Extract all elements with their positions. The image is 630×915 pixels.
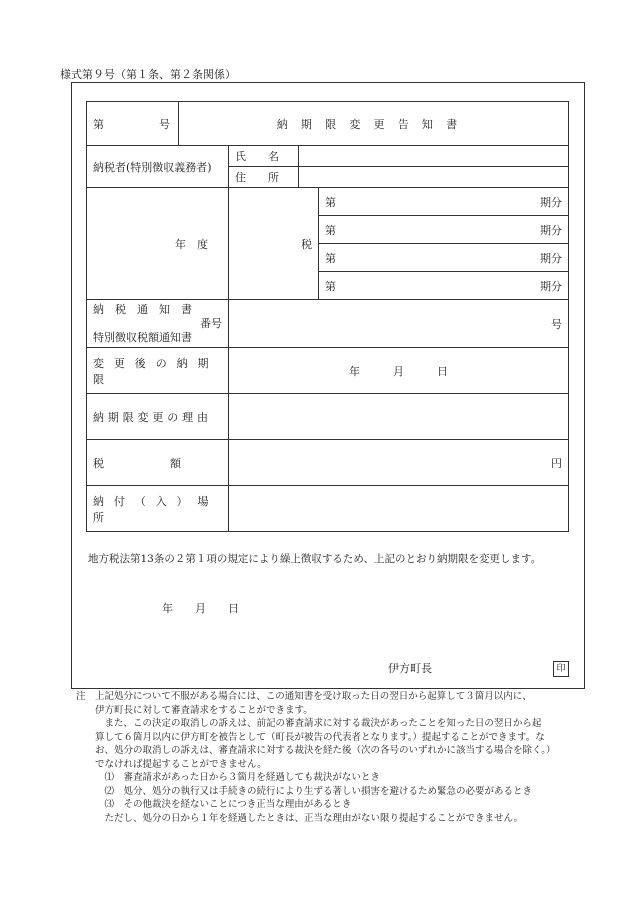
tax-amount-label: 税 額 [87,440,229,486]
notice-title [179,102,569,146]
note-line: 算して６箇月以内に伊方町を被告として（町長が被告の代表者となります。）提起することができます。な [76,731,545,743]
period-row: 第 期分 [319,272,569,300]
name-label: 氏 名 [229,146,299,167]
period-row: 第 期分 [319,244,569,272]
note-line: ⑵ 処分、処分の執行又は手続きの続行により生ずる著しい損害を避けるため緊急の必要があるとき [76,785,533,797]
period-row: 第 期分 [319,216,569,244]
note-line: また、この決定の取消しの訴えは、前記の審査請求に対する裁決があったことを知った日の翌日から起 [76,718,542,729]
address-label: 住 所 [229,167,299,188]
issuer: 伊方町長 [388,662,432,675]
seal-box [553,656,569,677]
number-label: 第 号 [87,102,179,146]
notice-table [86,101,569,532]
note-line: 伊方町長に対して審査請求をすることができます。 [76,704,313,716]
note-line: ただし、処分の日から１年を経過したときは、正当な理由がない限り提起することができません。 [76,812,524,824]
seal-icon: 印 [553,661,569,677]
reason-label: 納期限変更の理由 [87,394,229,440]
new-deadline-label: 変更後の納期限 [87,348,229,394]
notice-title-text: 納期限変更告知書 [276,117,471,131]
notice-number-value[interactable]: 号 [229,300,569,348]
new-deadline-date[interactable]: 年 月 日 [229,348,569,394]
statement: 地方税法第13条の２第１項の規定により繰上徴収するため、上記のとおり納期限を変更します。 [88,553,542,565]
tax-label: 税 [229,188,319,300]
note-line: でなければ提起することができません。 [76,758,267,770]
note-line: ⑶ その他裁決を経ないことにつき正当な理由があるとき [76,799,352,810]
taxpayer-label: 納税者(特別徴収義務者) [87,146,229,188]
notes [76,690,576,825]
tax-amount-value[interactable]: 円 [229,440,569,486]
note-line: ⑴ 審査請求があった日から３箇月を経過しても裁決がないとき [76,772,380,783]
name-value[interactable] [299,146,569,167]
notice-number-label: 納 税 通 知 書 番号 特別徴収税額通知書 [87,300,229,348]
period-row: 第 期分 [319,188,569,216]
issue-date: 年 月 日 [162,602,239,615]
payment-place-label: 納付（入）場所 [87,486,229,532]
payment-place-value[interactable] [229,486,569,532]
form-label: 様式第９号（第１条、第２条関係） [60,68,236,81]
note-line: 注 上記処分について不服がある場合には、この通知書を受け取った日の翌日から起算して３箇月以内に、 [76,691,532,702]
reason-value[interactable] [229,394,569,440]
address-value[interactable] [299,167,569,188]
note-line: お、処分の取消しの訴えは、審査請求に対する裁決を経た後（次の各号のいずれかに該当する場合を除く。） [76,745,556,756]
year-label: 年 度 [87,188,229,300]
